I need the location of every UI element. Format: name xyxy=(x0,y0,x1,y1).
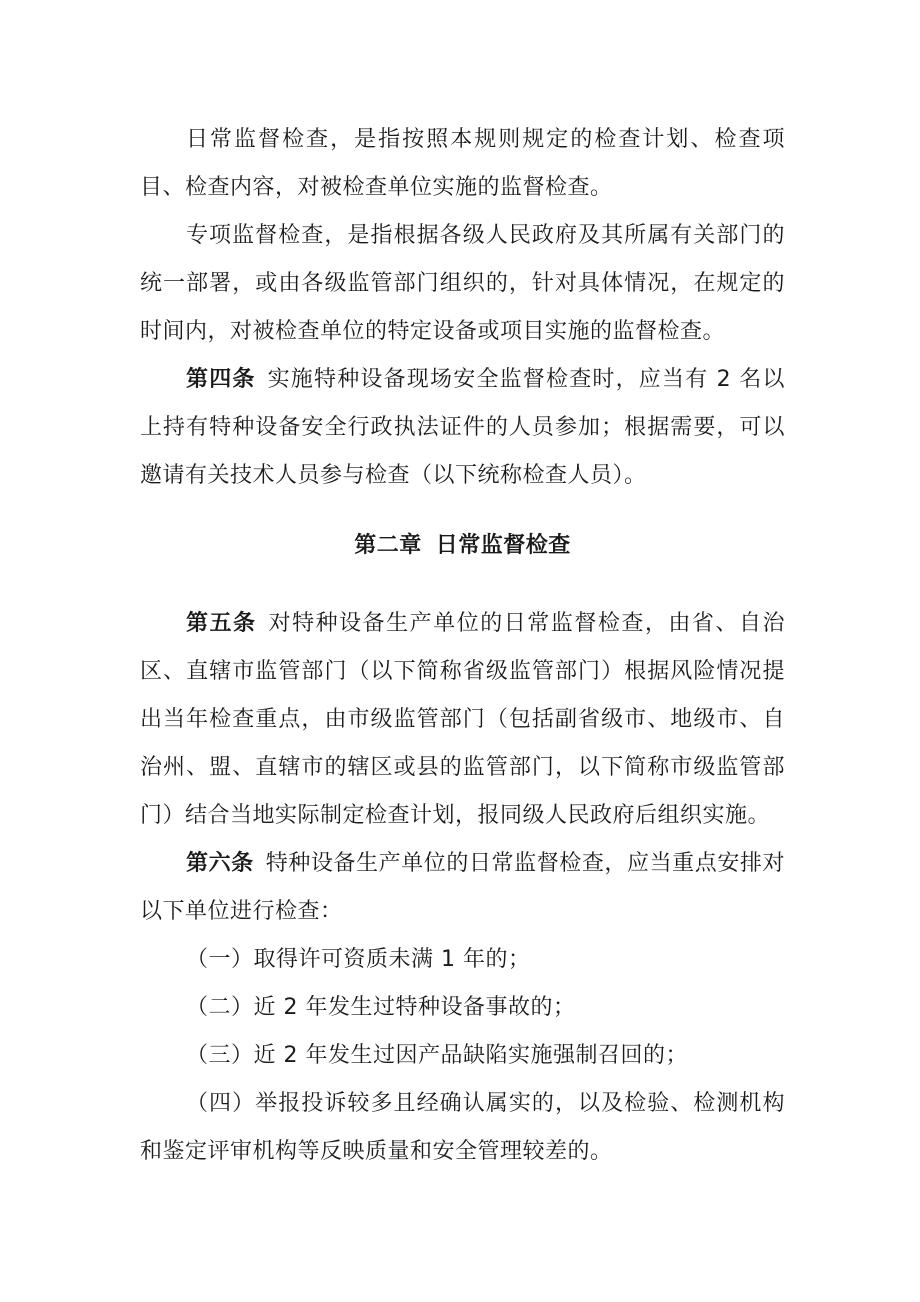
article-number: 第五条 xyxy=(186,611,257,636)
list-item-text: （一）取得许可资质未满 1 年的； xyxy=(186,947,531,972)
document-body xyxy=(140,116,785,1176)
paragraph-daily-inspection-definition xyxy=(140,116,785,212)
list-item-text: （三）近 2 年发生过因产品缺陷实施强制召回的； xyxy=(186,1043,688,1068)
paragraph-text: 专项监督检查，是指根据各级人民政府及其所属有关部门的统一部署，或由各级监管部门组织的，针对具体情况，在规定的时间内，对被检查单位的特定设备或项目实施的监督检查。 xyxy=(140,223,785,344)
article-4 xyxy=(140,356,785,500)
chapter-title: 日常监督检查 xyxy=(435,533,571,558)
article-6 xyxy=(140,840,785,936)
article-text: 实施特种设备现场安全监督检查时，应当有 2 名以上持有特种设备安全行政执法证件的人员参加；根据需要，可以邀请有关技术人员参与检查（以下统称检查人员）。 xyxy=(140,367,785,488)
paragraph-text: 日常监督检查，是指按照本规则规定的检查计划、检查项目、检查内容，对被检查单位实施的监督检查。 xyxy=(140,127,785,200)
article-number: 第四条 xyxy=(186,367,256,392)
list-item-4 xyxy=(140,1080,785,1176)
chapter-number: 第二章 xyxy=(354,533,422,558)
article-text: 特种设备生产单位的日常监督检查，应当重点安排对以下单位进行检查： xyxy=(140,851,785,924)
article-text: 对特种设备生产单位的日常监督检查，由省、自治区、直辖市监管部门（以下简称省级监管部门）根据风险情况提出当年检查重点，由市级监管部门（包括副省级市、地级市、自治州、盟、直辖市的辖区或县的监管部门，以下简称市级监管部门）结合当地实际制定检查计划，报同级人民政府后组织实施。 xyxy=(140,611,785,828)
paragraph-special-inspection-definition xyxy=(140,212,785,356)
list-item-text: （二）近 2 年发生过特种设备事故的； xyxy=(186,995,576,1020)
chapter-heading xyxy=(140,526,785,566)
list-item-text: （四）举报投诉较多且经确认属实的，以及检验、检测机构和鉴定评审机构等反映质量和安全管理较差的。 xyxy=(140,1091,785,1164)
list-item-2 xyxy=(140,984,785,1032)
list-item-3 xyxy=(140,1032,785,1080)
list-item-1 xyxy=(140,936,785,984)
article-number: 第六条 xyxy=(186,851,254,876)
article-5 xyxy=(140,600,785,840)
